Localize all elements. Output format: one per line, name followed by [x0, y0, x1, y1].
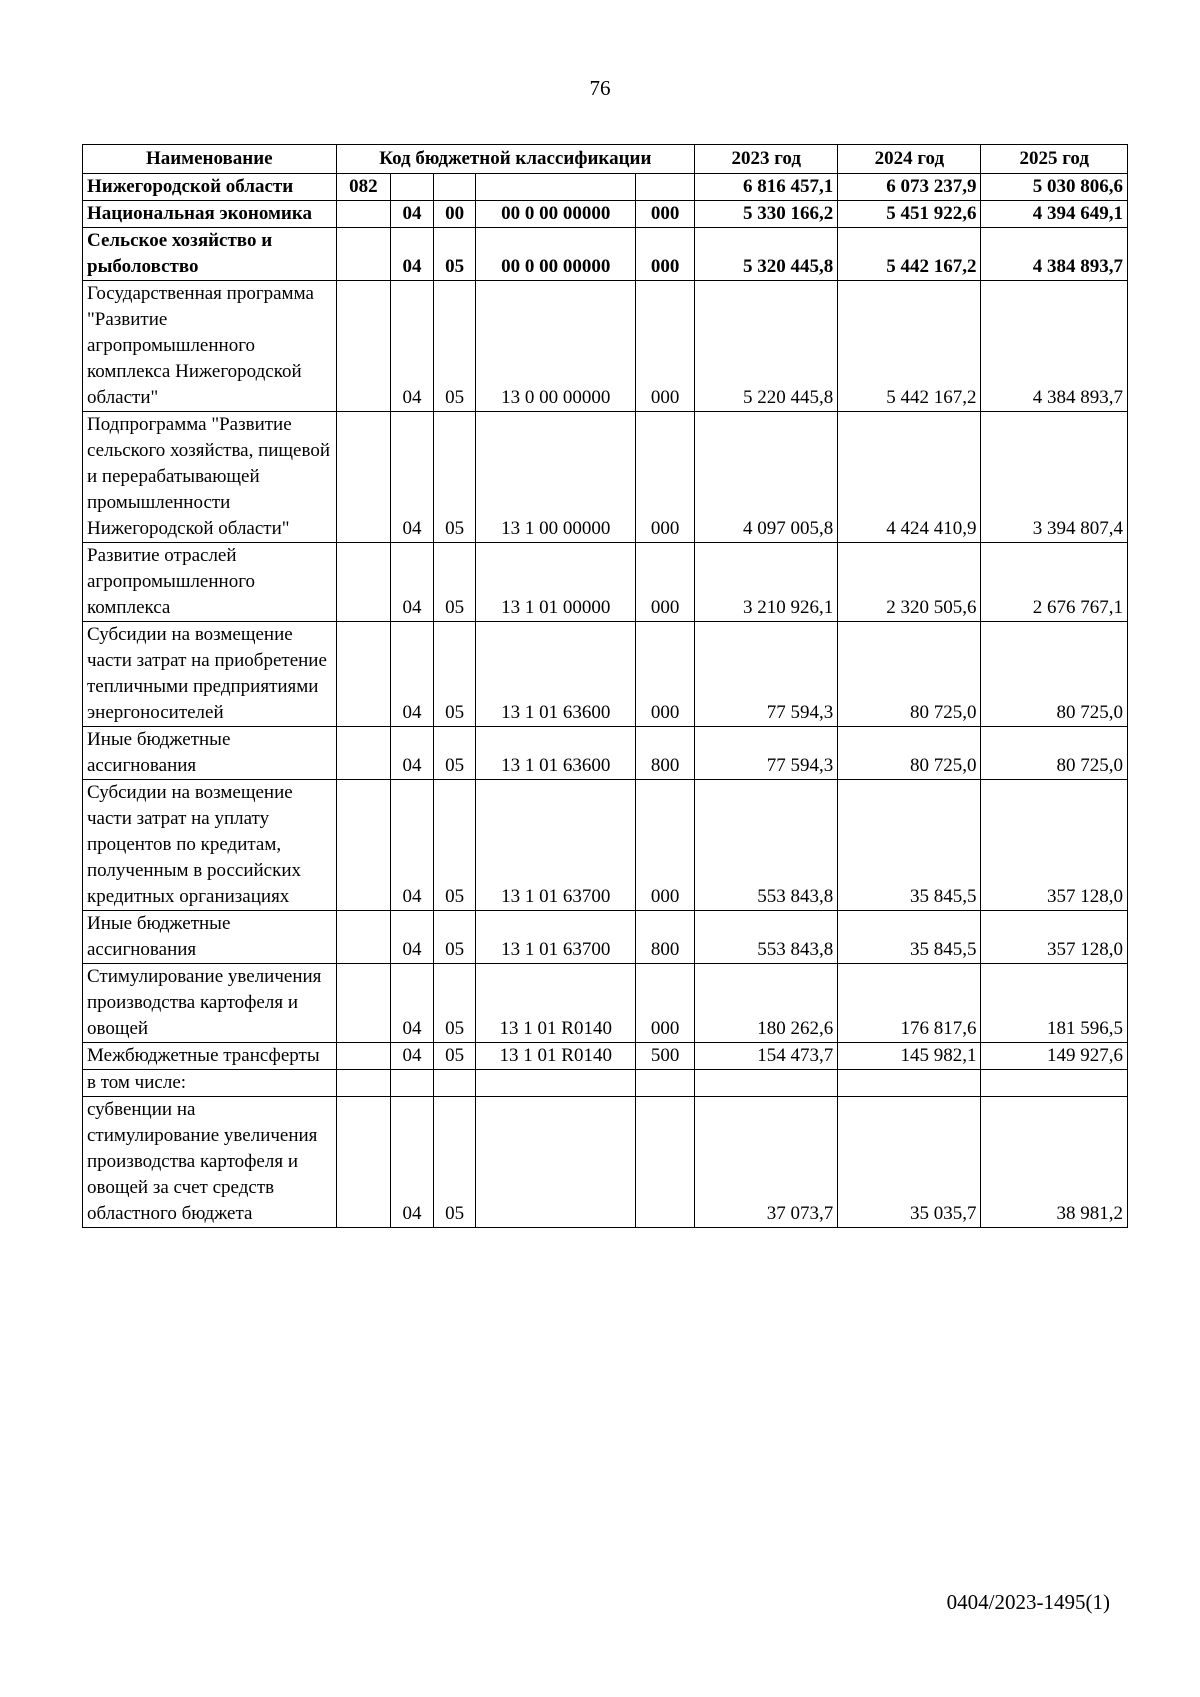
- row-csr: 13 1 01 00000: [476, 543, 636, 622]
- header-2024: 2024 год: [838, 145, 981, 174]
- row-name: в том числе:: [83, 1070, 337, 1097]
- row-vr: 000: [636, 228, 695, 281]
- row-name: субвенции на стимулирование увеличения производства картофеля и овощей за счет средств областного бюджета: [83, 1097, 337, 1228]
- row-2023: 5 320 445,8: [695, 228, 838, 281]
- row-2024: 6 073 237,9: [838, 174, 981, 201]
- table-row: [83, 201, 1128, 228]
- table-row: [83, 727, 1128, 780]
- row-rz: 04: [391, 412, 434, 543]
- table-row: [83, 412, 1128, 543]
- row-rz: 04: [391, 780, 434, 911]
- row-2023: [695, 1070, 838, 1097]
- row-rz: [391, 174, 434, 201]
- row-name: Нижегородской области: [83, 174, 337, 201]
- row-2023: 77 594,3: [695, 622, 838, 727]
- row-name: Субсидии на возмещение части затрат на приобретение тепличными предприятиями энергоносителей: [83, 622, 337, 727]
- row-2024: 2 320 505,6: [838, 543, 981, 622]
- row-csr: 13 1 01 R0140: [476, 964, 636, 1043]
- row-grbs: [336, 412, 391, 543]
- table-row: [83, 281, 1128, 412]
- row-2023: 553 843,8: [695, 780, 838, 911]
- row-vr: 000: [636, 780, 695, 911]
- row-pr: 05: [433, 1097, 476, 1228]
- row-2023: 37 073,7: [695, 1097, 838, 1228]
- row-csr: 13 1 01 63600: [476, 727, 636, 780]
- table-row: [83, 1043, 1128, 1070]
- row-vr: 000: [636, 412, 695, 543]
- row-2025: 4 394 649,1: [981, 201, 1128, 228]
- row-2025: 3 394 807,4: [981, 412, 1128, 543]
- header-code: Код бюджетной классификации: [336, 145, 695, 174]
- row-2024: 5 451 922,6: [838, 201, 981, 228]
- row-2025: 5 030 806,6: [981, 174, 1128, 201]
- row-vr: 000: [636, 622, 695, 727]
- row-2025: 38 981,2: [981, 1097, 1128, 1228]
- row-2024: 4 424 410,9: [838, 412, 981, 543]
- row-rz: 04: [391, 228, 434, 281]
- row-2023: 5 330 166,2: [695, 201, 838, 228]
- row-pr: 05: [433, 228, 476, 281]
- row-pr: 00: [433, 201, 476, 228]
- row-csr: 13 0 00 00000: [476, 281, 636, 412]
- row-rz: 04: [391, 622, 434, 727]
- header-2025: 2025 год: [981, 145, 1128, 174]
- row-pr: 05: [433, 1043, 476, 1070]
- row-grbs: [336, 1070, 391, 1097]
- row-2025: 4 384 893,7: [981, 281, 1128, 412]
- row-rz: 04: [391, 727, 434, 780]
- document-code: 0404/2023-1495(1): [946, 1590, 1110, 1614]
- row-grbs: [336, 228, 391, 281]
- row-grbs: [336, 964, 391, 1043]
- row-csr: 13 1 01 63700: [476, 780, 636, 911]
- row-name: Иные бюджетные ассигнования: [83, 911, 337, 964]
- row-2024: 5 442 167,2: [838, 281, 981, 412]
- row-vr: 800: [636, 911, 695, 964]
- row-2023: 5 220 445,8: [695, 281, 838, 412]
- row-vr: 500: [636, 1043, 695, 1070]
- row-grbs: [336, 1097, 391, 1228]
- row-2024: [838, 1070, 981, 1097]
- row-2024: 35 035,7: [838, 1097, 981, 1228]
- table-row: [83, 1097, 1128, 1228]
- row-pr: 05: [433, 780, 476, 911]
- row-csr: [476, 174, 636, 201]
- row-2025: 149 927,6: [981, 1043, 1128, 1070]
- row-rz: 04: [391, 1097, 434, 1228]
- row-csr: 13 1 00 00000: [476, 412, 636, 543]
- row-2025: 80 725,0: [981, 622, 1128, 727]
- row-grbs: [336, 727, 391, 780]
- row-rz: 04: [391, 964, 434, 1043]
- row-name: Субсидии на возмещение части затрат на уплату процентов по кредитам, полученным в российских кредитных организациях: [83, 780, 337, 911]
- row-2024: 35 845,5: [838, 780, 981, 911]
- row-pr: 05: [433, 281, 476, 412]
- row-2025: 357 128,0: [981, 911, 1128, 964]
- row-2025: 80 725,0: [981, 727, 1128, 780]
- row-pr: 05: [433, 911, 476, 964]
- row-2023: 154 473,7: [695, 1043, 838, 1070]
- row-pr: 05: [433, 412, 476, 543]
- row-2023: 4 097 005,8: [695, 412, 838, 543]
- row-2024: 35 845,5: [838, 911, 981, 964]
- row-pr: 05: [433, 622, 476, 727]
- row-pr: 05: [433, 543, 476, 622]
- table-row: [83, 780, 1128, 911]
- row-pr: 05: [433, 964, 476, 1043]
- row-2023: 180 262,6: [695, 964, 838, 1043]
- row-2023: 553 843,8: [695, 911, 838, 964]
- row-name: Национальная экономика: [83, 201, 337, 228]
- row-grbs: [336, 1043, 391, 1070]
- page-number: 76: [589, 76, 611, 100]
- row-vr: [636, 174, 695, 201]
- table-row: [83, 543, 1128, 622]
- row-name: Подпрограмма "Развитие сельского хозяйства, пищевой и перерабатывающей промышленности Нижегородской области": [83, 412, 337, 543]
- row-2024: 5 442 167,2: [838, 228, 981, 281]
- row-rz: 04: [391, 543, 434, 622]
- row-vr: 000: [636, 543, 695, 622]
- table-row: [83, 622, 1128, 727]
- row-grbs: [336, 622, 391, 727]
- row-name: Межбюджетные трансферты: [83, 1043, 337, 1070]
- row-2024: 176 817,6: [838, 964, 981, 1043]
- table-row: [83, 964, 1128, 1043]
- row-2025: 357 128,0: [981, 780, 1128, 911]
- row-grbs: 082: [336, 174, 391, 201]
- row-vr: 000: [636, 281, 695, 412]
- row-vr: [636, 1070, 695, 1097]
- row-rz: 04: [391, 911, 434, 964]
- table-row: [83, 1070, 1128, 1097]
- header-2023: 2023 год: [695, 145, 838, 174]
- header-name: Наименование: [83, 145, 337, 174]
- row-vr: 000: [636, 964, 695, 1043]
- row-2023: 77 594,3: [695, 727, 838, 780]
- row-2025: 4 384 893,7: [981, 228, 1128, 281]
- row-pr: 05: [433, 727, 476, 780]
- row-2024: 80 725,0: [838, 622, 981, 727]
- row-2025: 2 676 767,1: [981, 543, 1128, 622]
- row-2023: 6 816 457,1: [695, 174, 838, 201]
- row-2025: 181 596,5: [981, 964, 1128, 1043]
- row-grbs: [336, 543, 391, 622]
- row-grbs: [336, 911, 391, 964]
- row-2024: 80 725,0: [838, 727, 981, 780]
- row-name: Развитие отраслей агропромышленного комплекса: [83, 543, 337, 622]
- table-header-row: [83, 145, 1128, 174]
- row-csr: [476, 1070, 636, 1097]
- row-rz: 04: [391, 201, 434, 228]
- row-name: Государственная программа "Развитие агропромышленного комплекса Нижегородской области": [83, 281, 337, 412]
- row-pr: [433, 1070, 476, 1097]
- row-2024: 145 982,1: [838, 1043, 981, 1070]
- row-vr: [636, 1097, 695, 1228]
- row-csr: [476, 1097, 636, 1228]
- row-rz: 04: [391, 281, 434, 412]
- row-name: Иные бюджетные ассигнования: [83, 727, 337, 780]
- row-rz: [391, 1070, 434, 1097]
- row-csr: 00 0 00 00000: [476, 228, 636, 281]
- row-csr: 13 1 01 63700: [476, 911, 636, 964]
- table-row: [83, 228, 1128, 281]
- row-csr: 00 0 00 00000: [476, 201, 636, 228]
- row-grbs: [336, 281, 391, 412]
- row-rz: 04: [391, 1043, 434, 1070]
- row-csr: 13 1 01 63600: [476, 622, 636, 727]
- row-name: Сельское хозяйство и рыболовство: [83, 228, 337, 281]
- row-2025: [981, 1070, 1128, 1097]
- budget-table: [82, 144, 1128, 1228]
- row-csr: 13 1 01 R0140: [476, 1043, 636, 1070]
- row-grbs: [336, 201, 391, 228]
- row-2023: 3 210 926,1: [695, 543, 838, 622]
- row-name: Стимулирование увеличения производства картофеля и овощей: [83, 964, 337, 1043]
- table-row: [83, 174, 1128, 201]
- row-grbs: [336, 780, 391, 911]
- row-vr: 000: [636, 201, 695, 228]
- row-vr: 800: [636, 727, 695, 780]
- row-pr: [433, 174, 476, 201]
- table-row: [83, 911, 1128, 964]
